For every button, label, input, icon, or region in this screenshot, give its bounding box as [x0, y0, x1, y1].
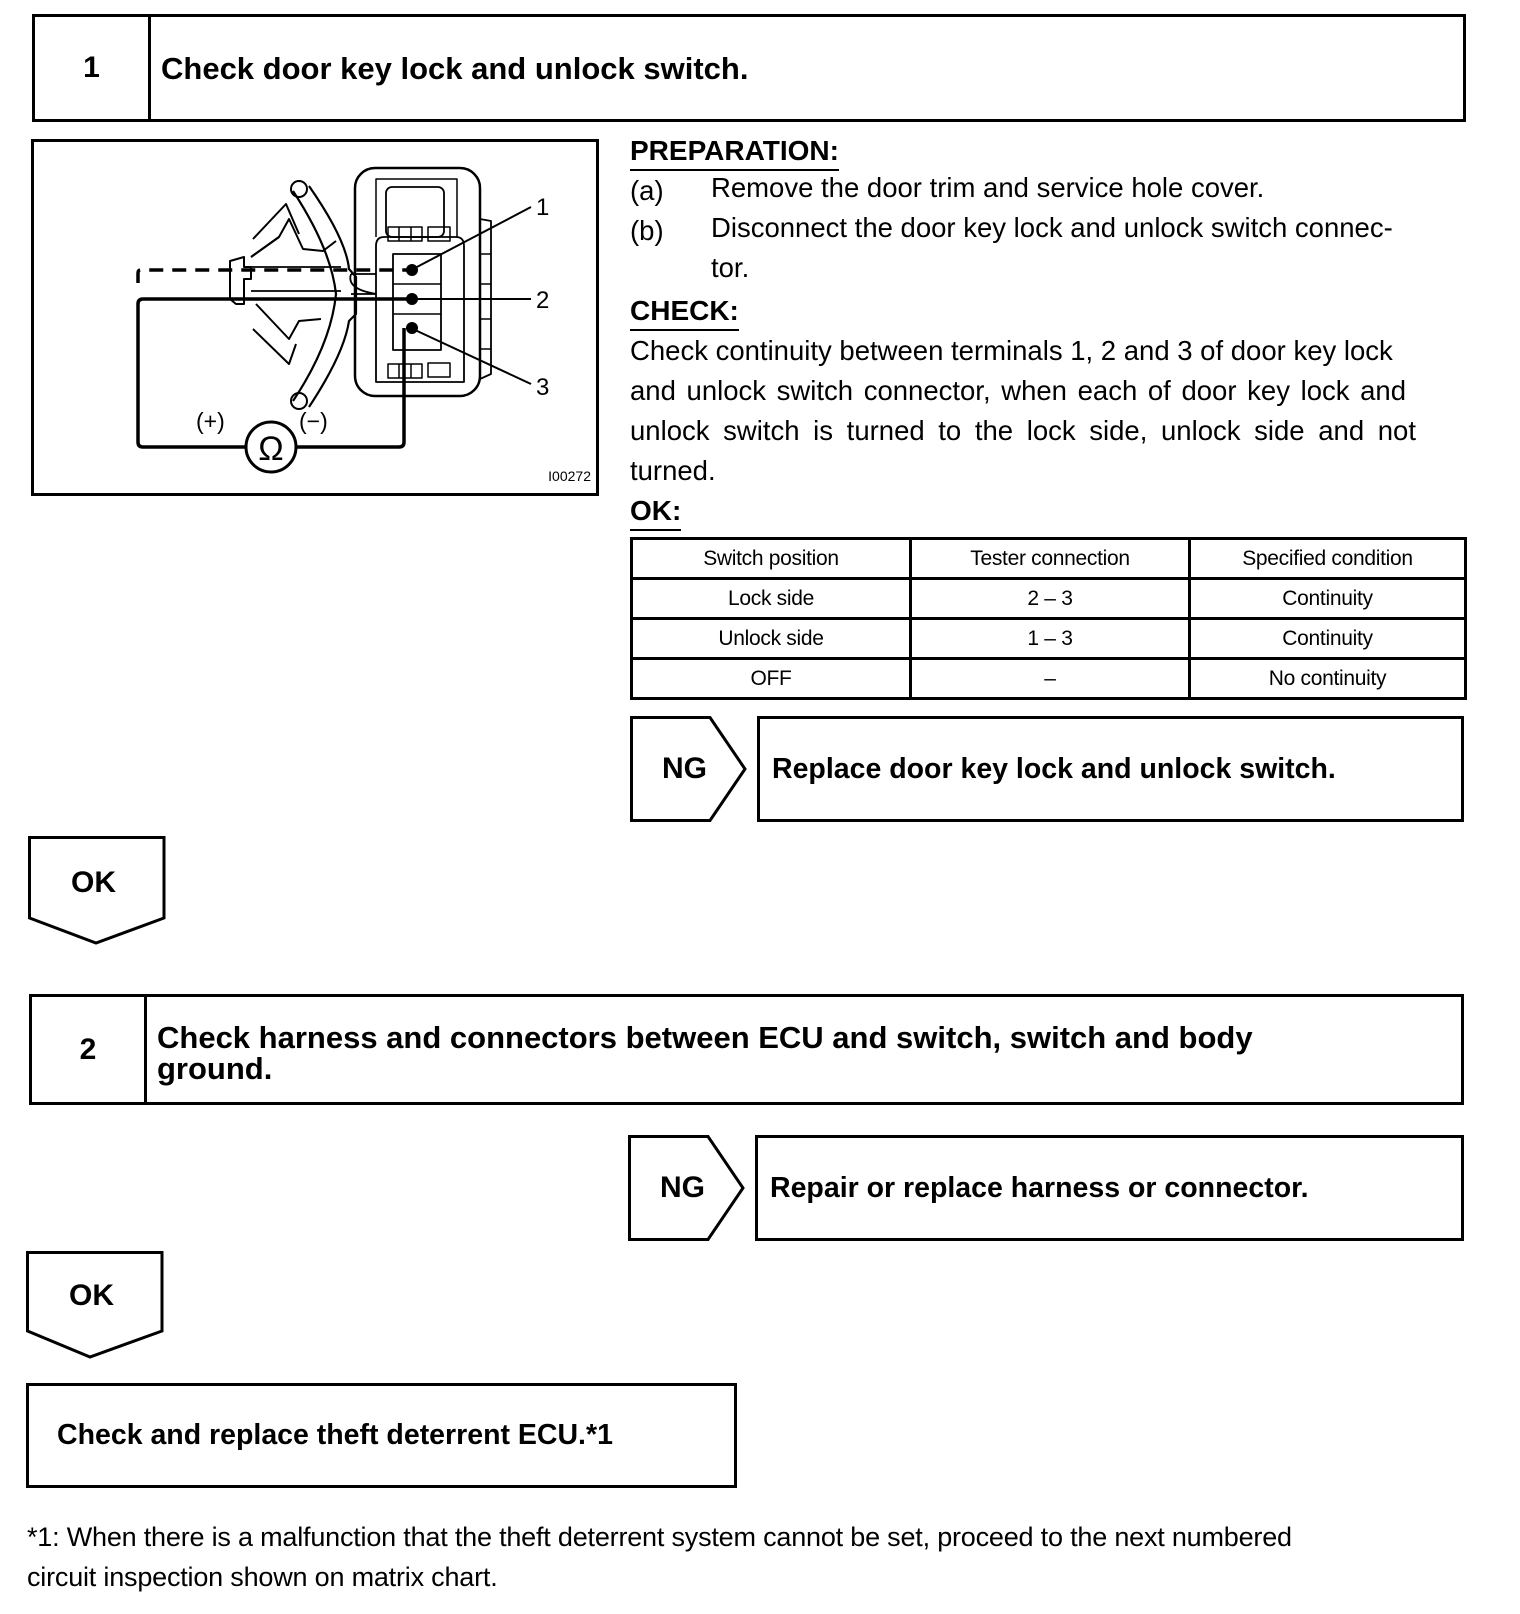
prep-item-a-text: Remove the door trim and service hole cover.	[711, 172, 1265, 203]
spec-table	[630, 537, 1467, 700]
ohm-symbol: Ω	[258, 430, 284, 468]
minus-label: (−)	[299, 408, 328, 434]
check-heading: CHECK:	[630, 295, 739, 331]
plus-label: (+)	[196, 408, 225, 434]
check-line-2: and unlock switch connector, when each of door key lock and	[630, 375, 1407, 406]
terminal-label-2: 2	[536, 287, 550, 314]
connector-diagram-icon	[31, 139, 599, 496]
column-header: Switch position	[632, 539, 911, 579]
ng-tag-label: NG	[662, 752, 707, 785]
connector-diagram-figure	[31, 139, 599, 496]
table-row	[632, 579, 1466, 619]
prep-item-b-label: (b)	[630, 215, 664, 246]
table-cell: 1 – 3	[911, 619, 1190, 659]
table-cell: 2 – 3	[911, 579, 1190, 619]
check-line-4: turned.	[630, 455, 716, 486]
column-header: Tester connection	[911, 539, 1190, 579]
figure-id: I00272	[548, 468, 591, 484]
ok-heading: OK:	[630, 495, 681, 531]
table-cell: Unlock side	[632, 619, 911, 659]
table-cell: Lock side	[632, 579, 911, 619]
table-row	[632, 619, 1466, 659]
prep-item-b-text-2: tor.	[711, 252, 750, 283]
ng-tag-label: NG	[660, 1171, 705, 1204]
terminal-label-1: 1	[536, 194, 550, 221]
table-cell: No continuity	[1190, 659, 1466, 699]
table-cell: –	[911, 659, 1190, 699]
check-line-3: unlock switch is turned to the lock side, unlock side and not	[630, 415, 1416, 446]
terminal-label-3: 3	[536, 374, 550, 401]
column-header: Specified condition	[1190, 539, 1466, 579]
footnote-line-2: circuit inspection shown on matrix chart.	[27, 1562, 498, 1592]
table-cell: OFF	[632, 659, 911, 699]
step-1-title: Check door key lock and unlock switch.	[161, 51, 749, 86]
table-cell: Continuity	[1190, 619, 1466, 659]
prep-item-a-label: (a)	[630, 175, 664, 206]
ok-tag-label: OK	[69, 1279, 114, 1312]
step-1-number: 1	[35, 17, 151, 119]
step-2-title-line-1: Check harness and connectors between ECU and switch, switch and body	[157, 1020, 1253, 1055]
prep-item-b-text-1: Disconnect the door key lock and unlock switch connec-	[711, 212, 1393, 243]
table-cell: Continuity	[1190, 579, 1466, 619]
preparation-heading: PREPARATION:	[630, 135, 839, 171]
step-1-header	[32, 14, 1466, 122]
step-2-header	[29, 994, 1464, 1105]
step-2-number: 2	[32, 997, 147, 1102]
final-action-replace-ecu: Check and replace theft deterrent ECU.*1	[26, 1383, 737, 1488]
footnote-line-1: *1: When there is a malfunction that the theft deterrent system cannot be set, proceed to the next numbered	[27, 1522, 1292, 1552]
table-row	[632, 659, 1466, 699]
step-2-title-line-2: ground.	[157, 1051, 273, 1086]
table-header-row	[632, 539, 1466, 579]
ng-action-repair-harness: Repair or replace harness or connector.	[755, 1135, 1464, 1241]
ok-tag-label: OK	[71, 866, 116, 899]
ng-action-replace-switch: Replace door key lock and unlock switch.	[757, 716, 1464, 822]
check-line-1: Check continuity between terminals 1, 2 and 3 of door key lock	[630, 335, 1393, 366]
